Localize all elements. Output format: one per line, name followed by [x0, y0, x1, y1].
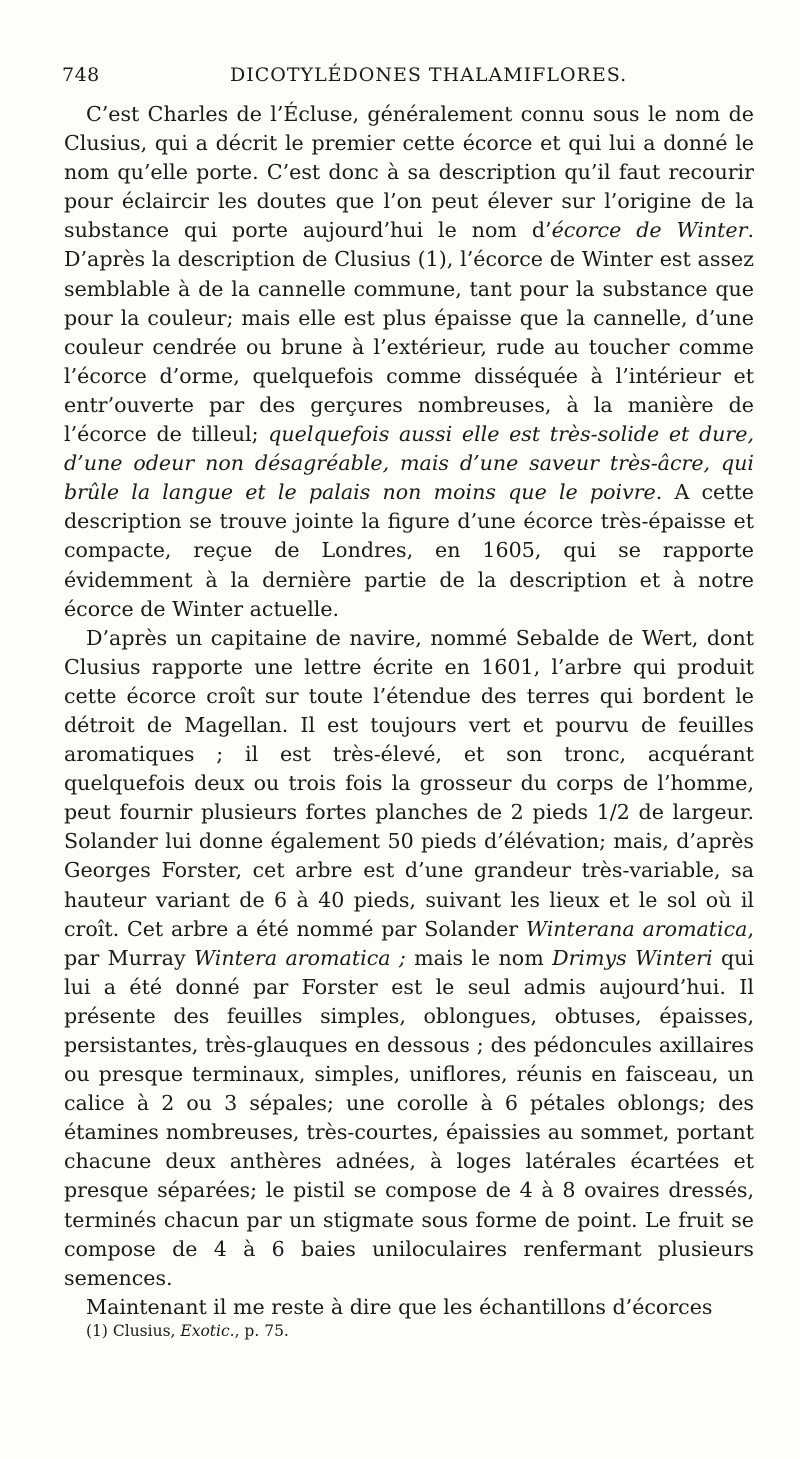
- main-text: [64, 100, 754, 1322]
- text-span: C’est Charles de l’Écluse, généralement connu sous le nom de Clusius, qui a décrit le premier cette écorce et qui lui a donné le nom qu’elle porte. C’est donc à sa description qu’il faut recourir pour éclaircir les doutes que l’on peut élever sur l’origine de la substance qui porte aujourd’hui le nom d’: [64, 102, 754, 243]
- species-name: Winterana aromatica: [525, 916, 748, 941]
- running-title: DICOTYLÉDONES THALAMIFLORES.: [230, 64, 628, 86]
- paragraph-2: [64, 624, 754, 1293]
- footnote-title: Exotic.: [180, 1322, 235, 1340]
- text-span: , par Murray: [64, 916, 754, 970]
- text-span: . D’après la description de Clusius (1), l’écorce de Winter est assez semblable à de la cannelle commune, tant pour la substance que pour la couleur; mais elle est plus épaisse que la cannelle, d’une couleur cendrée ou brune à l’extérieur, rude au toucher comme l’écorce d’orme, quelquefois comme disséquée à l’intérieur et entr’ouverte par des gerçures nombreuses, à la manière de l’écorce de tilleul;: [64, 218, 754, 447]
- italic-quote: quelquefois aussi elle est très-solide et dure, d’une odeur non désagréable, mais d’une saveur très-âcre, qui brûle la langue et le palais non moins que le poivre.: [64, 422, 754, 505]
- text-span: D’après un capitaine de navire, nommé Sebalde de Wert, dont Clusius rapporte une lettre écrite en 1601, l’arbre qui produit cette écorce croît sur toute l’étendue des terres qui bordent le détroit de Magellan. Il est toujours vert et pourvu de feuilles aromatiques ; il est très-élevé, et son tronc, acquérant quelquefois deux ou trois fois la grosseur du corps de l’homme, peut fournir plusieurs fortes planches de 2 pieds 1/2 de largeur. Solander lui donne également 50 pieds d’élévation; mais, d’après Georges Forster, cet arbre est d’une grandeur très-variable, sa hauteur variant de 6 à 40 pieds, suivant les lieux et le sol où il croît. Cet arbre a été nommé par Solander: [64, 625, 754, 941]
- text-span: mais le nom: [405, 945, 553, 970]
- species-name: Drimys Winteri: [552, 945, 713, 970]
- page-header: [62, 64, 762, 94]
- text-span: qui lui a été donné par Forster est le seul admis aujourd’hui. Il présente des feuilles simples, oblongues, obtuses, épaisses, persistantes, très-glauques en dessous ; des pédoncules axillaires ou presque terminaux, simples, uniflores, réunis en faisceau, un calice à 2 ou 3 sépales; une corolle à 6 pétales oblongs; des étamines nombreuses, très-courtes, épaissies au sommet, portant chacune deux anthères adnées, à loges latérales écartées et presque séparées; le pistil se compose de 4 à 8 ovaires dressés, terminés chacun par un stigmate sous forme de point. Le fruit se compose de 4 à 6 baies uniloculaires renfermant plusieurs semences.: [64, 945, 754, 1290]
- paragraph-1: [64, 100, 754, 624]
- text-span: Maintenant il me reste à dire que les échantillons d’écorces: [86, 1294, 713, 1319]
- italic-span: écorce de Winter: [551, 218, 748, 243]
- footnote: [86, 1320, 746, 1342]
- species-name: Wintera aromatica ;: [193, 945, 406, 970]
- page-number: 748: [62, 64, 100, 86]
- footnote-text: (1) Clusius,: [86, 1322, 181, 1340]
- footnote-text: , p. 75.: [234, 1322, 289, 1340]
- paragraph-3: [64, 1293, 754, 1322]
- text-span: A cette description se trouve jointe la figure d’une écorce très-épaisse et compacte, reçue de Londres, en 1605, qui se rapporte évidemment à la dernière partie de la description et à notre écorce de Winter actuelle.: [64, 480, 754, 621]
